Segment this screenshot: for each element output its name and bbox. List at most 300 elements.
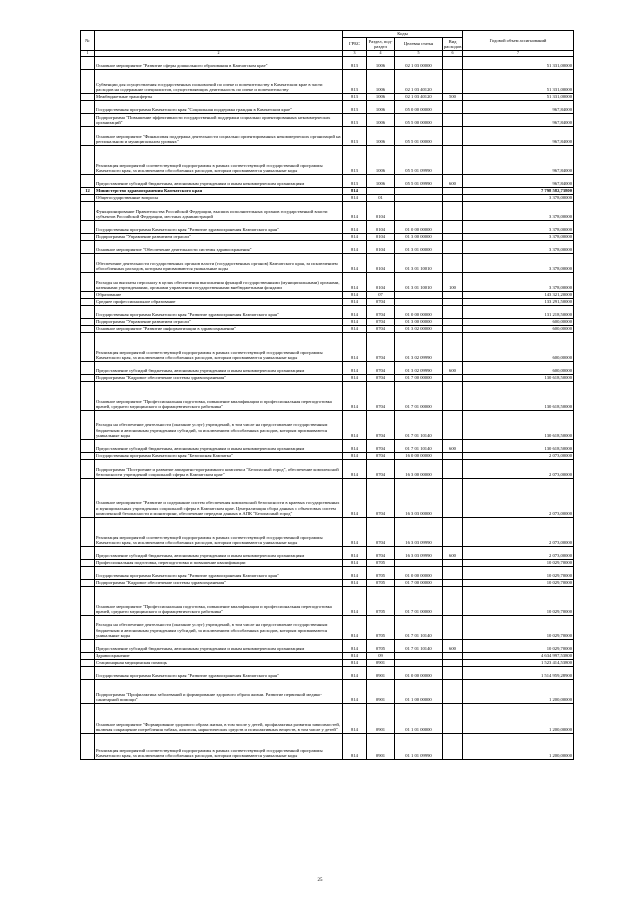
row-target-article: 16 3 03 09990 (395, 517, 443, 546)
row-amount: 130 618,50000 (463, 374, 574, 381)
row-number (81, 478, 95, 517)
table-row (81, 126, 574, 145)
row-number (81, 381, 95, 410)
row-grbs: 814 (343, 298, 367, 305)
table-row (81, 666, 574, 679)
row-name: Здравоохранение (95, 652, 343, 659)
row-target-article: 01 7 01 10140 (395, 639, 443, 652)
row-target-article (395, 201, 443, 220)
row-target-article: 01 3 00 00000 (395, 233, 443, 240)
row-razdel: 1006 (367, 145, 395, 174)
row-razdel: 0705 (367, 615, 395, 639)
row-name: Государственная программа Камчатского края "Развитие здравоохранения Камчатского края" (95, 220, 343, 233)
row-amount: 967,84000 (463, 174, 574, 187)
row-number (81, 305, 95, 318)
row-razdel: 0704 (367, 410, 395, 439)
row-number (81, 240, 95, 253)
row-amount: 1 514 959,28900 (463, 666, 574, 679)
header-volume: Годовой объем ассигнований (463, 31, 574, 51)
page-number: 25 (317, 878, 323, 883)
row-name: Подпрограмма "Повышение эффективности государственной поддержки социально ориентированных некоммерческих организаций" (95, 113, 343, 126)
row-expense-type (443, 586, 463, 615)
row-number (81, 220, 95, 233)
row-name: Министерство здравоохранения Камчатского края (95, 187, 343, 194)
row-expense-type (443, 559, 463, 566)
row-grbs: 814 (343, 187, 367, 194)
row-amount: 2 073,00000 (463, 452, 574, 459)
row-grbs: 814 (343, 579, 367, 586)
row-number (81, 579, 95, 586)
row-razdel: 0901 (367, 659, 395, 666)
table-body (81, 56, 574, 759)
row-number (81, 410, 95, 439)
row-grbs: 814 (343, 659, 367, 666)
table-row (81, 201, 574, 220)
row-grbs: 814 (343, 305, 367, 318)
row-target-article: 16 0 00 00000 (395, 452, 443, 459)
table-row (81, 93, 574, 100)
row-amount: 3 378,00000 (463, 233, 574, 240)
row-grbs: 814 (343, 452, 367, 459)
row-name: Государственная программа Камчатского края "Социальная поддержка граждан в Камчатском крае" (95, 100, 343, 113)
row-expense-type: 100 (443, 272, 463, 291)
table-row (81, 559, 574, 566)
row-amount: 130 618,50000 (463, 410, 574, 439)
row-razdel: 0104 (367, 201, 395, 220)
row-expense-type (443, 318, 463, 325)
row-number (81, 113, 95, 126)
row-razdel: 0705 (367, 586, 395, 615)
row-expense-type (443, 374, 463, 381)
row-name: Общегосударственные вопросы (95, 194, 343, 201)
row-razdel: 0704 (367, 332, 395, 361)
table-row (81, 187, 574, 194)
row-amount: 3 378,00000 (463, 194, 574, 201)
row-name: Реализация мероприятий соответствующей подпрограммы в рамках соответствующей государственной программы Камчатского края, за исключением обособленных расходов, которым присваиваются уникальные коды (95, 332, 343, 361)
row-number (81, 318, 95, 325)
row-grbs: 814 (343, 586, 367, 615)
row-grbs: 814 (343, 478, 367, 517)
row-name: Среднее профессиональное образование (95, 298, 343, 305)
row-number (81, 659, 95, 666)
header-grbs: ГРБС (343, 38, 367, 51)
table-row (81, 272, 574, 291)
row-razdel: 1006 (367, 100, 395, 113)
table-row (81, 194, 574, 201)
row-expense-type (443, 452, 463, 459)
row-razdel: 0704 (367, 361, 395, 374)
row-razdel: 0705 (367, 579, 395, 586)
header-expense-type: Вид расходов (444, 38, 462, 49)
row-name: Предоставление субсидий бюджетным, автономным учреждениям и иным некоммерческим организациям (95, 639, 343, 652)
row-expense-type: 600 (443, 639, 463, 652)
row-amount: 10 029,70000 (463, 579, 574, 586)
row-number (81, 586, 95, 615)
row-amount: 7 798 582,73800 (463, 187, 574, 194)
row-expense-type (443, 478, 463, 517)
row-razdel: 0704 (367, 318, 395, 325)
row-target-article: 01 7 01 10140 (395, 439, 443, 452)
col-index: 7 (463, 51, 574, 57)
row-name: Государственная программа Камчатского края "Развитие здравоохранения Камчатского края" (95, 305, 343, 318)
row-number (81, 733, 95, 759)
row-target-article: 01 1 00 00000 (395, 679, 443, 703)
table-row (81, 517, 574, 546)
row-amount: 3 378,00000 (463, 220, 574, 233)
header-razdel: Раздел, под-раздел (367, 38, 395, 51)
table-row (81, 478, 574, 517)
row-razdel: 0704 (367, 452, 395, 459)
row-amount: 600,00000 (463, 325, 574, 332)
row-number (81, 194, 95, 201)
row-target-article (395, 291, 443, 298)
row-name: Основное мероприятие "Развитие сферы дошкольного образования в Камчатском крае" (95, 56, 343, 69)
row-number (81, 566, 95, 579)
row-name: Государственная программа Камчатского края "Развитие здравоохранения Камчатского края" (95, 666, 343, 679)
row-name: Реализация мероприятий соответствующей подпрограммы в рамках соответствующей государственной программы Камчатского края, за исключением обособленных расходов, которым присваиваются уникальные коды (95, 517, 343, 546)
row-amount: 10 029,70000 (463, 639, 574, 652)
row-name: Предоставление субсидий бюджетным, автономным учреждениям и иным некоммерческим организациям (95, 361, 343, 374)
budget-table-sheet (80, 30, 573, 760)
row-grbs: 814 (343, 517, 367, 546)
row-target-article: 01 7 01 10140 (395, 410, 443, 439)
row-target-article: 01 3 02 09990 (395, 332, 443, 361)
row-number (81, 174, 95, 187)
row-razdel: 1006 (367, 93, 395, 100)
row-name: Основное мероприятие "Обеспечение деятельности системы здравоохранения" (95, 240, 343, 253)
row-number (81, 145, 95, 174)
row-razdel: 0705 (367, 566, 395, 579)
row-expense-type (443, 733, 463, 759)
row-expense-type (443, 459, 463, 478)
row-amount: 600,00000 (463, 318, 574, 325)
row-razdel: 0704 (367, 381, 395, 410)
header-target-article: Целевая статья (395, 38, 443, 51)
row-amount: 1 200,00000 (463, 679, 574, 703)
row-amount: 4 634 997,53800 (463, 652, 574, 659)
row-grbs: 813 (343, 126, 367, 145)
row-expense-type (443, 381, 463, 410)
row-expense-type: 600 (443, 174, 463, 187)
table-row (81, 174, 574, 187)
row-grbs: 813 (343, 113, 367, 126)
row-target-article: 01 3 02 00000 (395, 325, 443, 332)
row-amount: 130 618,50000 (463, 381, 574, 410)
table-row (81, 659, 574, 666)
row-number (81, 272, 95, 291)
row-razdel: 0704 (367, 517, 395, 546)
table-row (81, 639, 574, 652)
row-expense-type (443, 113, 463, 126)
row-grbs: 814 (343, 318, 367, 325)
row-name: Подпрограмма "Кадровое обеспечение системы здравоохранения" (95, 579, 343, 586)
row-grbs: 814 (343, 546, 367, 559)
row-grbs: 814 (343, 332, 367, 361)
row-target-article: 01 7 01 10140 (395, 615, 443, 639)
row-target-article: 01 7 00 00000 (395, 579, 443, 586)
row-expense-type (443, 291, 463, 298)
row-number (81, 233, 95, 240)
row-name: Расходы на обеспечение деятельности (оказание услуг) учреждений, в том числе на предоставление государственным бюджетным и автономным учреждениям субсидий, за исключением обособленных расходов, которым присваиваются уникальные коды (95, 410, 343, 439)
row-grbs: 814 (343, 439, 367, 452)
table-row (81, 291, 574, 298)
row-razdel: 0901 (367, 666, 395, 679)
table-row (81, 586, 574, 615)
row-expense-type (443, 145, 463, 174)
row-name: Образование (95, 291, 343, 298)
row-name: Основное мероприятие "Профессиональная подготовка, повышение квалификации и профессиональная переподготовка врачей, среднего медицинского и фармацевтического работника" (95, 586, 343, 615)
row-amount: 3 378,00000 (463, 240, 574, 253)
row-grbs: 814 (343, 566, 367, 579)
row-razdel: 0104 (367, 240, 395, 253)
row-expense-type: 600 (443, 546, 463, 559)
row-expense-type (443, 201, 463, 220)
row-razdel: 1006 (367, 113, 395, 126)
row-grbs: 813 (343, 56, 367, 69)
header-codes: Коды (343, 31, 463, 38)
header-number: № (81, 31, 95, 51)
row-razdel (367, 187, 395, 194)
row-amount: 2 073,00000 (463, 478, 574, 517)
row-expense-type (443, 325, 463, 332)
row-amount: 10 029,70000 (463, 615, 574, 639)
row-target-article: 05 5 01 09990 (395, 145, 443, 174)
row-target-article (395, 187, 443, 194)
row-grbs: 814 (343, 381, 367, 410)
row-target-article: 01 0 00 00000 (395, 566, 443, 579)
row-target-article: 01 7 01 00000 (395, 381, 443, 410)
table-row (81, 546, 574, 559)
table-row (81, 220, 574, 233)
row-expense-type (443, 566, 463, 579)
row-amount: 143 321,20000 (463, 291, 574, 298)
row-grbs: 814 (343, 325, 367, 332)
row-target-article: 01 0 00 00000 (395, 220, 443, 233)
col-index: 2 (95, 51, 343, 57)
table-row (81, 374, 574, 381)
row-razdel: 0104 (367, 220, 395, 233)
row-grbs: 814 (343, 253, 367, 272)
row-amount: 600,00000 (463, 361, 574, 374)
col-index: 5 (395, 51, 443, 57)
row-grbs: 813 (343, 100, 367, 113)
row-target-article: 02 1 03 40120 (395, 69, 443, 93)
row-target-article: 02 1 03 40120 (395, 93, 443, 100)
row-expense-type (443, 652, 463, 659)
row-expense-type (443, 305, 463, 318)
row-name: Субвенции для осуществления государственных полномочий по опеке и попечительству в Камчатском крае в части расходов на содержание специалистов, осуществляющих деятельность по опеке и попечительству (95, 69, 343, 93)
row-grbs: 814 (343, 559, 367, 566)
row-expense-type (443, 332, 463, 361)
row-name: Подпрограмма "Кадровое обеспечение системы здравоохранения" (95, 374, 343, 381)
row-name: Основное мероприятие "Финансовая поддержка деятельности социально ориентированных некоммерческих организаций на региональном и муниципальном уровнях" (95, 126, 343, 145)
row-expense-type (443, 126, 463, 145)
row-amount: 130 618,50000 (463, 439, 574, 452)
row-amount: 1 523 414,53800 (463, 659, 574, 666)
table-row (81, 452, 574, 459)
row-razdel: 0704 (367, 478, 395, 517)
row-amount: 967,84000 (463, 126, 574, 145)
row-amount: 1 200,00000 (463, 733, 574, 759)
row-name: Стационарная медицинская помощь (95, 659, 343, 666)
row-amount: 3 378,00000 (463, 201, 574, 220)
row-number (81, 679, 95, 703)
row-name: Межбюджетные трансферты (95, 93, 343, 100)
row-amount: 51 331,00000 (463, 56, 574, 69)
row-expense-type (443, 253, 463, 272)
row-name: Подпрограмма "Управление развитием отрасли" (95, 318, 343, 325)
row-razdel: 1006 (367, 174, 395, 187)
row-target-article: 16 3 00 00000 (395, 459, 443, 478)
row-name: Предоставление субсидий бюджетным, автономным учреждениям и иным некоммерческим организациям (95, 546, 343, 559)
row-target-article: 05 5 00 00000 (395, 113, 443, 126)
table-row (81, 361, 574, 374)
row-razdel: 0704 (367, 305, 395, 318)
row-grbs: 813 (343, 69, 367, 93)
row-name: Государственная программа Камчатского края "Безопасная Камчатка" (95, 452, 343, 459)
row-number (81, 69, 95, 93)
row-expense-type (443, 69, 463, 93)
row-target-article: 01 1 01 00000 (395, 703, 443, 733)
row-razdel: 0704 (367, 374, 395, 381)
row-expense-type (443, 615, 463, 639)
row-number (81, 126, 95, 145)
row-razdel: 0901 (367, 733, 395, 759)
row-number (81, 439, 95, 452)
row-grbs: 814 (343, 240, 367, 253)
row-expense-type: 500 (443, 93, 463, 100)
row-expense-type (443, 194, 463, 201)
row-target-article: 01 3 02 09990 (395, 361, 443, 374)
row-amount: 10 029,70000 (463, 586, 574, 615)
row-grbs: 814 (343, 194, 367, 201)
row-expense-type (443, 703, 463, 733)
row-grbs: 814 (343, 459, 367, 478)
row-target-article (395, 652, 443, 659)
row-number (81, 361, 95, 374)
table-row (81, 410, 574, 439)
row-expense-type (443, 579, 463, 586)
row-target-article: 16 3 03 09990 (395, 546, 443, 559)
row-number (81, 459, 95, 478)
row-razdel: 0704 (367, 298, 395, 305)
row-razdel: 1006 (367, 126, 395, 145)
table-row (81, 233, 574, 240)
row-target-article: 01 3 00 00000 (395, 318, 443, 325)
row-number (81, 559, 95, 566)
table-row (81, 733, 574, 759)
row-number (81, 452, 95, 459)
table-row (81, 298, 574, 305)
row-name: Основное мероприятие "Формирование здорового образа жизни, в том числе у детей, профилактика развития зависимостей, включая сокращение потребления табака, алкоголя, наркотических средств и психоактивных веществ, в том числе у детей" (95, 703, 343, 733)
row-number (81, 374, 95, 381)
row-number (81, 615, 95, 639)
row-grbs: 814 (343, 639, 367, 652)
row-number (81, 652, 95, 659)
row-expense-type: 600 (443, 361, 463, 374)
row-amount: 1 200,00000 (463, 703, 574, 733)
row-razdel: 1006 (367, 69, 395, 93)
row-target-article: 01 0 00 00000 (395, 666, 443, 679)
budget-table (80, 30, 574, 760)
row-amount: 3 378,00000 (463, 253, 574, 272)
row-name: Расходы на выплаты персоналу в целях обеспечения выполнения функций государственными (муниципальными) органами, казенными учреждениями, органами управления государственными внебюджетными фондами (95, 272, 343, 291)
row-number (81, 100, 95, 113)
row-razdel: 0704 (367, 546, 395, 559)
row-name: Реализация мероприятий соответствующей подпрограммы в рамках соответствующей государственной программы Камчатского края, за исключением обособленных расходов, которым присваиваются уникальные коды (95, 145, 343, 174)
row-name: Государственная программа Камчатского края "Развитие здравоохранения Камчатского края" (95, 566, 343, 579)
table-row (81, 652, 574, 659)
table-row (81, 679, 574, 703)
row-amount: 3 378,00000 (463, 272, 574, 291)
table-row (81, 240, 574, 253)
row-name: Подпрограмма "Профилактика заболеваний и формирование здорового образа жизни. Развитие первичной медико-санитарной помощи" (95, 679, 343, 703)
table-row (81, 69, 574, 93)
row-name: Реализация мероприятий соответствующей подпрограммы в рамках соответствующей государственной программы Камчатского края, за исключением обособленных расходов, которым присваиваются уникальные коды (95, 733, 343, 759)
row-razdel: 0704 (367, 459, 395, 478)
row-number (81, 703, 95, 733)
row-name: Профессиональная подготовка, переподготовка и повышение квалификации (95, 559, 343, 566)
row-name: Обеспечение деятельности государственных органов власти (государственных органов) Камчатского края, за исключением обособленных расходов, которым присваиваются уникальные коды (95, 253, 343, 272)
table-row (81, 615, 574, 639)
row-number: 12 (81, 187, 95, 194)
row-target-article: 01 3 01 10010 (395, 253, 443, 272)
row-number (81, 332, 95, 361)
row-razdel: 0901 (367, 703, 395, 733)
row-grbs: 814 (343, 201, 367, 220)
table-row (81, 439, 574, 452)
row-grbs: 814 (343, 615, 367, 639)
table-row (81, 113, 574, 126)
row-number (81, 253, 95, 272)
table-row (81, 566, 574, 579)
col-index: 1 (81, 51, 95, 57)
row-grbs: 814 (343, 291, 367, 298)
table-row (81, 381, 574, 410)
row-expense-type (443, 517, 463, 546)
row-target-article: 01 3 01 10010 (395, 272, 443, 291)
row-name: Подпрограмма "Построение и развитие аппаратно-программного комплекса "Безопасный город", обеспечение комплексной безопасности учреждений социальной сферы в Камчатском крае" (95, 459, 343, 478)
row-razdel: 1006 (367, 56, 395, 69)
col-index: 4 (367, 51, 395, 57)
row-number (81, 666, 95, 679)
row-grbs: 813 (343, 145, 367, 174)
row-razdel: 0705 (367, 639, 395, 652)
row-expense-type (443, 100, 463, 113)
table-row (81, 703, 574, 733)
row-target-article: 01 7 00 00000 (395, 374, 443, 381)
table-row (81, 318, 574, 325)
row-razdel: 0104 (367, 253, 395, 272)
table-row (81, 325, 574, 332)
row-grbs: 814 (343, 703, 367, 733)
row-razdel: 0104 (367, 272, 395, 291)
row-name: Основное мероприятие "Профессиональная подготовка, повышение квалификации и профессиональная переподготовка врачей, среднего медицинского и фармацевтического работника" (95, 381, 343, 410)
row-target-article: 05 5 01 09990 (395, 174, 443, 187)
table-row (81, 459, 574, 478)
row-expense-type (443, 659, 463, 666)
row-grbs: 814 (343, 679, 367, 703)
row-amount: 10 029,70000 (463, 566, 574, 579)
row-target-article (395, 559, 443, 566)
row-amount: 967,84000 (463, 145, 574, 174)
row-target-article: 02 1 03 00000 (395, 56, 443, 69)
table-row (81, 579, 574, 586)
row-number (81, 56, 95, 69)
row-target-article: 01 3 01 00000 (395, 240, 443, 253)
row-grbs: 813 (343, 93, 367, 100)
row-name: Функционирование Правительства Российской Федерации, высших исполнительных органов государственной власти субъектов Российской Федерации, местных администраций (95, 201, 343, 220)
